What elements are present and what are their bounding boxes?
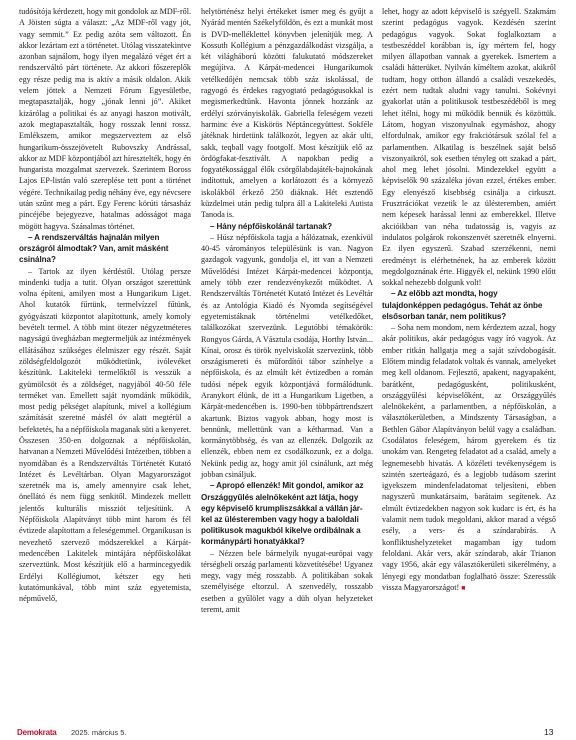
publication-logo: Demokrata xyxy=(17,728,57,737)
article-column-2 xyxy=(201,6,373,615)
issue-date: 2025. március 5. xyxy=(71,728,127,737)
article-column-3 xyxy=(382,6,556,594)
page-number: 13 xyxy=(544,727,554,737)
interview-question: – Az előbb azt mondta, hogy tulajdonképpen pedagógus. Tehát az önbe elsősorban tanár, nem politikus? xyxy=(382,289,543,321)
end-mark-icon: ■ xyxy=(461,583,466,592)
body-paragraph: – Húsz népfőiskola tagja a hálózatnak, ezenkívül 40-45 várományos településünk is van. Nagyon gazdagok vagyunk, gondolja el, itt van a Nemzeti Művelődési Intézet Kárpát-medencei központja, amely több ezer rendezvénykezőt működtet. A Rendszerváltás Történetét Kutató Intézet és Levéltár és az Antológia Kiadó és Nyomda segítségével egyetemistáknak történelmi vetélkedőket, találkozókat szervezünk. Legutóbbi témakörök: Rongyos Gárda, A Vásztula csodája, Horthy István... Kínai, orosz és török nyelviskolát szervezünk, több országismereti és műfordítói tábor színhelye a népfőiskola, és az elmúlt két évtizedben a román tudósi népek egyik központjává formálódtunk. Aranykort élünk, de itt a Hungarikum Ligetben, a Kárpát-medencében is. 1990-ben többpártrendszert akartunk. Biztos vagyok abban, hogy most is bennünk, mellettünk van a kétharmad. Van a kormánytöbbség, és van az ellenzék. Dolgozik az ellenzék, ebben nem ez csodálkozunk, ez a dolga. Nekünk pedig az, hogy amit jól csinálunk, azt még jobban csináljuk. xyxy=(201,232,373,480)
body-paragraph: tudósítója kérdezett, hogy mit gondolok az MDF-ről. A Jöisten súgta a választ: „Az MDF-ről vagy jót, vagy semmit.” Ez pedig azóta sem változott. Én akkor lezártam ezt a történetet. Utólag visszatekintve azonban sajnálom, hogy ilyen megalázó véget ért a rendszerváltó párt története. Az akkori főszereplők egy része pedig ma is aktív a másik oldalon. Akik velem jöttek a Nemzeti Fórum Egyesületbe, megtapasztalják, hogy „jónak lenni jó”. Akiket kizárólag a politikai és az anyagi haszon motivált, azok megtapasztalták, hogy rosszak lenni rossz. Emlékszem, amikor megszerveztem az első hungarikum-összejövetelt Rubovszky Andrással, akkor az MDF központjából azt híresztelték, hogy én hungarista mozgalmat szervezek. Szerintem Boross Lajos EP-listán való szereplése tett pont a történet végére. Technikailag pedig néhány éve, egy névcsere után szűnt meg a párt. Egy Ferenc körúti társasház pincéjébe bejegyezve, hatalmas adósságot maga mögött hagyva. Szánalmas történet. xyxy=(19,7,191,231)
body-paragraph: – Nézzen bele bármelyik nyugat-európai vagy térségbeli ország parlamenti közvetítésébe! Ugyanez megy, vagy még rosszabb. A politikában sokak személyisége eltorzul. A szenvedély, rosszabb esetben a gyűlölet vagy a düh olyan helyzeteket teremt, amit xyxy=(201,548,373,615)
interview-question: – Apropó ellenzék! Mit gondol, amikor az Országgyűlés alelnökeként azt látja, hogy egy képviselő krumpliszsákkal a vállán jár-kel az ülésteremben vagy hogy a baloldali politikusok magukból kikelve ordibálnak a kormánypárti honatyákkal? xyxy=(201,481,364,547)
body-paragraph: lehet, hogy az adott képviselő is szégyell. Szakmám szerint pedagógus vagyok. Kezdésén szerint pedagógus vagyok. Sokat foglalkoztam a testbeszéddel korábban is, így mértem fel, hogy milyen állapotban vannak a gyerekek. Ismertem a családi hátterüket. Nyilván kíméltem azokat, akikről tudtam, hogy otthon állandó a családi veszekedés, ezért nem tudtak aludni vagy tanulni. Sokévnyi gyakorlat után a politikusok testbeszédéből is meg lehet ítélni, hogy mi működik bennük és közöttük. Látom, hogyan viszonyulnak egymáshoz, ahogy elfordulnak, amikor egy frakciótársuk szólal fel a parlamentben. Alkatilag is beszélnek saját belső viszonyaikról, sok esetben tényleg ott szakad a párt, ahol meg lehet jósolni. Mindezekkel együtt a képviselők 90 százaléka jóvan ezzel, értékes ember. Egy elenyésző kisebbség csinálja a cirkuszt. Frusztrációkat vezetik le az ülésteremben, amiért nem képesek harással lenni az emberekkel. Illetve akcióikban van néha tudatosság is, vagyis az indulatos polgárok rokonszenvét szeretnék elnyerni. Ez ilyen egyszerű. Szabad szerzékenni, nemi eredményt is elérhetnének, ha az emberek között megdolgoznának érte. Higgyék el, nekünk 1990 előtt sokkal nehezebb dolgunk volt! xyxy=(382,7,556,288)
interview-question: – Hány népfőiskolánál tartanak? xyxy=(210,221,332,231)
article-column-1 xyxy=(19,6,191,604)
interview-question: – A rendszerváltás hajnalán milyen országról álmodtak? Van, amit másként csinálna? xyxy=(19,232,169,265)
body-paragraph: helytörténész helyi értékeket ismer meg és gyűjt a Nyárád mentén Székelyföldön, és ezt a munkát most is DVD-melléklettel könyvben jelenítjük meg. A Kossuth Kollégium a pénzgazdálkodást vizsgálja, a két világháború közötti falukutató módszereket megújítva. A Kárpát-medencei Hungarikumok vetélkedőjén nemcsak több száz iskolással, de ragyogó és érdekes ragyogtató pedagógusokkal is megismerkedtünk. Havonta jönnek hozzánk az erdélyi szórványiskolák. Gabriella feleségem vezeti harminc éve a Kiskörös Néptáncegyüttest. Sokféle játéknak hirdetünk találkozót, legyen az akár ulti, sakk, teqball vagy footgolf. Most készítjük elő az ördögfakat-fesztivált. A napokban pedig a fogyatékossággal élők csörgőlabdajáték-bajnokának indítottuk, amelyen a korlátozott és a környező iskolákból érkező 250 diáknak. Hét esztendő küzdelmei után pedig tulpra áll a Lakiteleki Autista Tanoda is. xyxy=(201,7,373,220)
body-paragraph: – Tartok az ilyen kérdéstől. Utólag persze mindenki tudja a tutit. Olyan országot szerettünk volna építeni, amilyen most a Hungarikum Liget. Ahol kutatók fűrtünk, termelvízzel fűtünk, gyógyászati központot alapítottunk, amely komoly bevételt termel. A több mint ötezer négyzetméteres nagyságú üvegházban megtermeljük az intézmények ellátásához szükséges élelmiszer egy részét. Saját zöldségfeldolgozót működtetünk, ivólevéket készítünk. Lakiteleki termelőktől is vesszük a gyümölcsöt és a zöldséget, nagyjából 40-50 féle terméket van. Emellett saját nyomdánk működik, most pedig pékséget alapítunk, mivel a kollégium számítását szeretné másfél óv alatt megtérül a befektetés, ha a népfőiskola maganak süti a kenyeret. Összesen 350-en dolgoznak a népfőiskolán, hatvanan a Nemzeti Művelődési Intézetben, többen a nyomdában és a Rendszerváltás Történetét Kutató Intézet és Levéltárban. Olyan Magyarországot szeretnék ma is, amely amennyire csak lehet, önellátó és nem függ senkitől. Mindezek mellett jelentős kulturális missziót teljesítünk. A Népfőiskola Alapítványt több mint harom és fél évtizede alapítottam a feleségemmel. Organikusan is nevezhető szervező módszerekkel a Kárpát-medencében Lakitelek mintájára népfőiskolákat szerveztünk. Most készítjük elő a harmincegyedik Erdélyi Kollégiumot, kétszer egy heti kutatómunkával, több mint száz egyetemista, népművelő, xyxy=(19,266,191,604)
body-paragraph-text: – Soha nem mondom, nem kérdeztem azzal, hogy akár politikus, akár pedagógus vagy író vagyok. Az ember ritkán hallgatja meg a saját szívdobogását. Előtem mindig feladatok voltak és vannak, amelyeket meg kell oldanom. Fejlesztő, apakent, nagyapaként, barátként, pedagógusként, politikusként, országgyűlési képviselőként, az Országgyűlés alelnökeként, a parlamentben, a népfőiskolán, a választókerületben, a Mindszenty Társaságban, a Bethlen Gábor Alapítványon belül vagy a családban. Csodálatos feleségem, három gyerekem és tíz unokám van. Rengeteg feladatot ad a család, amely a legnemesebb hivatás. A közéleti tevékenységem is szintén szerteágazó, és a legjobb tudásom szerint igyekszem mindenfeladatomat teljesíteni, ebben nagyszerű munkatársaim, barátaim segítenek. Az elmúlt évtizedekben nagyon sok kudarc is ért, és ha valamit nem tudok megoldani, akkor marad a végső esély, a vers- és a színdarabírás. A konfliktushelyzeteket magamban így tudom feloldani. Akár vers, akár színdarab, akár Trianon vagy 1956, akár egy választókerületi sikerélmény, a lényegi egy mondatban foglalható össze: Szeressük vissza Magyarországot! xyxy=(382,323,556,592)
body-paragraph xyxy=(382,322,556,594)
page-footer xyxy=(0,726,576,740)
